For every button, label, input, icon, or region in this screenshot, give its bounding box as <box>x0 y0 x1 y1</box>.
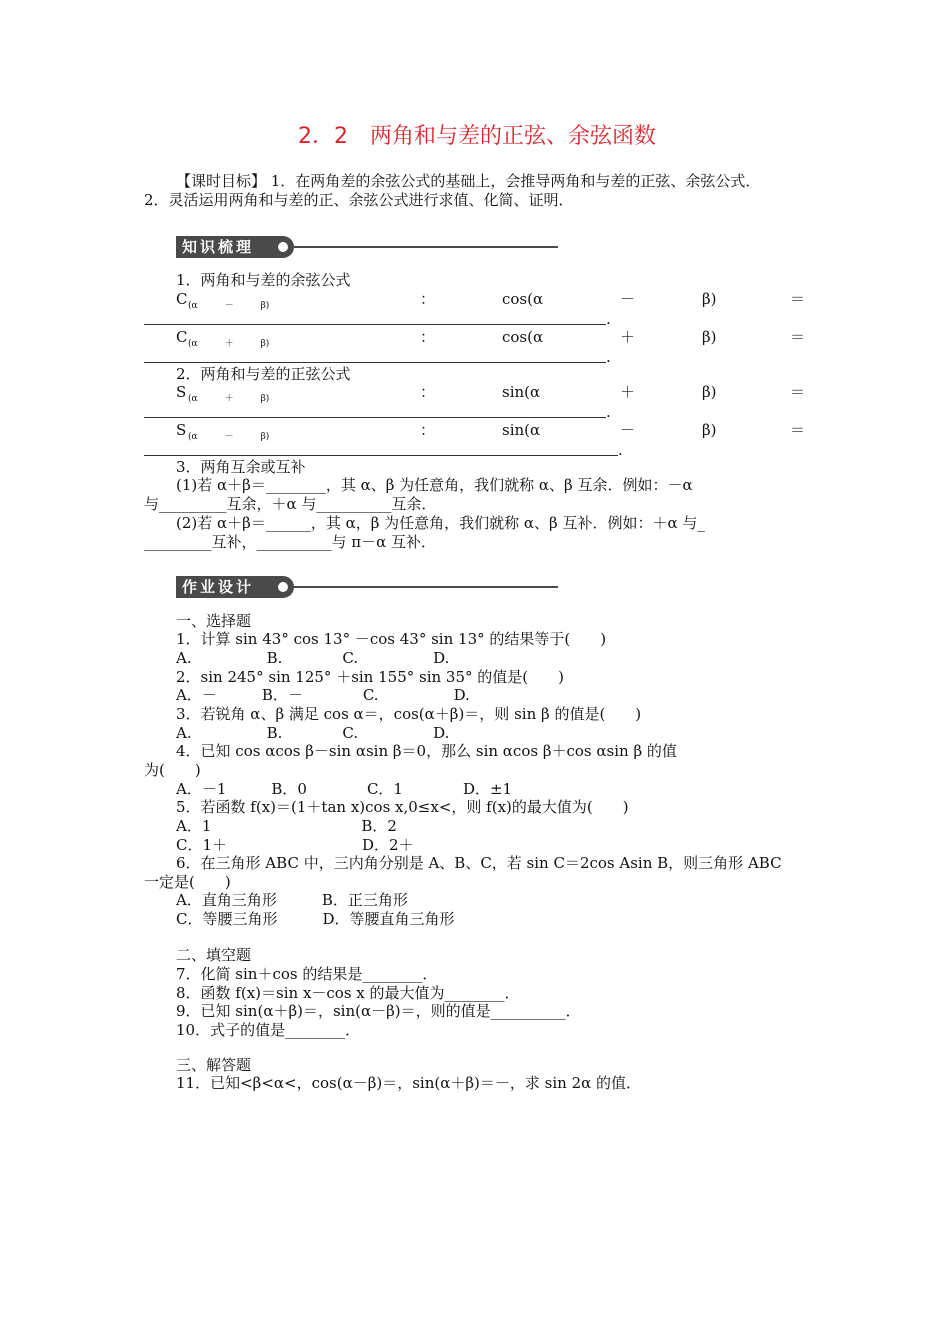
section-rule <box>294 246 558 248</box>
question-9: 9．已知 sin(α＋β)＝，sin(α－β)＝，则的值是__________． <box>176 1002 581 1020</box>
goal-line-1: 【课时目标】 1．在两角差的余弦公式的基础上，会推导两角和与差的正弦、余弦公式． <box>176 172 761 190</box>
question-4-options: A．－1 B．0 C．1 D．±1 <box>176 780 513 798</box>
question-11: 11．已知<β<α<，cos(α－β)＝，sin(α＋β)＝－，求 sin 2α 的值． <box>176 1074 642 1092</box>
question-8: 8．函数 f(x)＝sin x－cos x 的最大值为________． <box>176 984 520 1002</box>
question-2-options: A．－ B．－ C. D. <box>176 686 470 704</box>
question-1-options: A. B. C. D. <box>176 649 450 667</box>
bullet-icon <box>278 242 288 252</box>
goal-line-2: 2．灵活运用两角和与差的正、余弦公式进行求值、化简、证明． <box>144 191 574 209</box>
section-fill: 二、填空题 <box>176 946 252 964</box>
question-7: 7．化简 sin＋cos 的结果是________． <box>176 965 438 983</box>
k1-heading: 1．两角和与差的余弦公式 <box>176 271 351 289</box>
section-bar-homework <box>176 576 558 598</box>
section-solve: 三、解答题 <box>176 1056 252 1074</box>
section-rule <box>294 586 558 588</box>
page-title: 2．2 两角和与差的正弦、余弦函数 <box>298 124 656 149</box>
k3-line-4: _________互补，__________与 π－α 互补． <box>144 533 437 551</box>
answer-blank[interactable] <box>144 362 606 363</box>
question-3-options: A. B. C. D. <box>176 724 450 742</box>
question-5-options-2: C．1＋ D．2＋ <box>176 836 414 854</box>
section-label-knowledge: 知识梳理 <box>176 236 294 258</box>
k3-line-2: 与_________互余，＋α 与__________互余． <box>144 495 437 513</box>
answer-blank[interactable] <box>144 417 606 418</box>
k2-heading: 2．两角和与差的正弦公式 <box>176 365 351 383</box>
answer-blank[interactable] <box>144 324 606 325</box>
k3-line-3: (2)若 α＋β＝______，其 α，β 为任意角，我们就称 α、β 互补．例如：＋α 与_ <box>176 514 705 532</box>
section-bar-knowledge <box>176 236 558 258</box>
question-4-cont: 为( ) <box>144 761 201 779</box>
question-6: 6．在三角形 ABC 中，三内角分别是 A、B、C，若 sin C＝2cos Asin B，则三角形 ABC <box>176 854 782 872</box>
question-5: 5．若函数 f(x)＝(1＋tan x)cos x,0≤x<，则 f(x)的最大值为( ) <box>176 798 629 816</box>
question-4: 4．已知 cos αcos β－sin αsin β＝0，那么 sin αcos β＋cos αsin β 的值 <box>176 742 677 760</box>
k3-line-1: (1)若 α＋β＝________，其 α、β 为任意角，我们就称 α、β 互余．例如：－α <box>176 476 693 494</box>
answer-blank[interactable] <box>144 455 618 456</box>
section-choice: 一、选择题 <box>176 612 252 630</box>
question-5-options-1: A．1 B．2 <box>176 817 397 835</box>
question-6-options-1: A．直角三角形 B．正三角形 <box>176 891 408 909</box>
question-3: 3．若锐角 α、β 满足 cos α＝，cos(α＋β)＝，则 sin β 的值是( ) <box>176 705 642 723</box>
question-6-cont: 一定是( ) <box>144 873 231 891</box>
bullet-icon <box>278 582 288 592</box>
question-6-options-2: C．等腰三角形 D．等腰直角三角形 <box>176 910 455 928</box>
k3-heading: 3．两角互余或互补 <box>176 458 306 476</box>
question-2: 2．sin 245° sin 125° ＋sin 155° sin 35° 的值是( ) <box>176 668 564 686</box>
section-label-homework: 作业设计 <box>176 576 294 598</box>
question-10: 10．式子的值是________． <box>176 1021 361 1039</box>
question-1: 1．计算 sin 43° cos 13° －cos 43° sin 13° 的结果等于( ) <box>176 630 607 648</box>
